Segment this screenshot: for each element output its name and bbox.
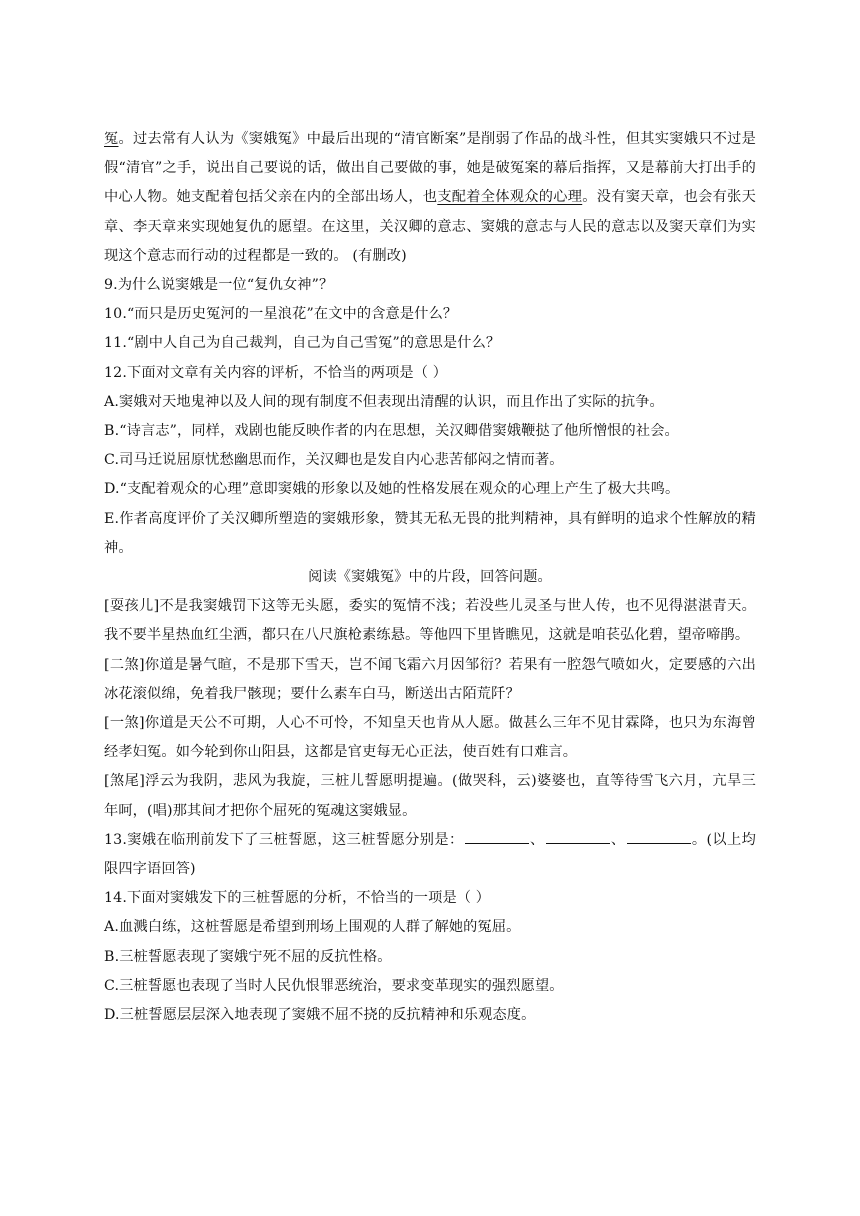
question-9: 9.为什么说窦娥是一位“复仇女神”？	[104, 277, 334, 294]
answer-blank[interactable]	[546, 829, 610, 844]
lyric-paragraph: [耍孩儿]不是我窦娥罚下这等无头愿，委实的冤情不浅；若没些儿灵圣与世人传，也不见得湛湛青天。我不要半星热血红尘洒，都只在八尺旗枪素练悬。等他四下里皆瞧见，这就是咱苌弘化碧，望帝啼鹃。	[104, 598, 756, 644]
lyric-paragraph: [煞尾]浮云为我阴，悲风为我旋，三桩儿誓愿明提遍。(做哭科，云)婆婆也，直等待雪飞六月，亢旱三年呵，(唱)那其间才把你个屈死的冤魂这窦娥显。	[104, 773, 756, 819]
underlined-phrase: 支配着全体观众的心理	[437, 189, 583, 206]
passage-text: 。过去常有人认为《窦娥冤》中最后出现的“清官断案”是削弱了作品的战斗性，但其实窦娥只不过是假“清官”之手，说出自己要说的话，做出自己要做的事，她是破冤案的幕后指挥，又是幕前大打出手的中心人物。她支配着包括父亲在内的全部出场人，也	[104, 131, 756, 206]
option-e: E.作者高度评价了关汉卿所塑造的窦娥形象，赞其无私无畏的批判精神，具有鲜明的追求个性解放的精神。	[104, 510, 756, 556]
lyric-paragraph: [二煞]你道是暑气暄，不是那下雪天，岂不闻飞霜六月因邹衍？若果有一腔怨气喷如火，定要感的六出冰花滚似绵，免着我尸骸现；要什么素车白马，断送出古陌荒阡？	[104, 656, 756, 702]
question-13-stem: 13.窦娥在临刑前发下了三桩誓愿，这三桩誓愿分别是：	[104, 831, 464, 848]
section-heading: 阅读《窦娥冤》中的片段，回答问题。	[308, 569, 552, 586]
document-body	[104, 125, 756, 1030]
question-14: 14.下面对窦娥发下的三桩誓愿的分析，不恰当的一项是（ ）	[104, 890, 491, 907]
question-11: 11.“剧中人自己为自己裁判，自己为自己雪冤”的意思是什么？	[104, 335, 501, 352]
answer-blank[interactable]	[465, 829, 529, 844]
option-c: C.司马迁说屈原忧愁幽思而作，关汉卿也是发自内心悲苦郁闷之情而著。	[104, 452, 564, 469]
option-d: D.“支配着观众的心理”意即窦娥的形象以及她的性格发展在观众的心理上产生了极大共鸣。	[104, 481, 680, 498]
question-13	[104, 826, 756, 884]
answer-blank[interactable]	[627, 829, 691, 844]
question-12: 12.下面对文章有关内容的评析，不恰当的两项是（ ）	[104, 364, 448, 381]
separator: 、	[610, 831, 626, 848]
option-a: A.血溅白练，这桩誓愿是希望到刑场上围观的人群了解她的冤屈。	[104, 919, 521, 936]
option-a: A.窦娥对天地鬼神以及人间的现有制度不但表现出清醒的认识，而且作出了实际的抗争。	[104, 393, 664, 410]
option-d: D.三桩誓愿层层深入地表现了窦娥不屈不挠的反抗精神和乐观态度。	[104, 1007, 536, 1024]
passage-text: 。没有窦天章，也会有张天章、李天章来实现她复仇的愿望。在这里，关汉卿的意志、窦娥的意志与人民的意志以及窦天章们为实现这个意志而行动的过程都是一致的。 (有删改)	[104, 189, 756, 264]
option-b: B.三桩誓愿表现了窦娥宁死不屈的反抗性格。	[104, 948, 392, 965]
passage-paragraph	[104, 125, 756, 271]
question-10: 10.“而只是历史冤河的一星浪花”在文中的含意是什么？	[104, 306, 458, 323]
separator: 、	[529, 831, 545, 848]
question-13-note: 。(以上均限四字语回答)	[104, 831, 757, 878]
underlined-text: 冤	[104, 131, 119, 147]
option-b: B.“诗言志”，同样，戏剧也能反映作者的内在思想，关汉卿借窦娥鞭挞了他所憎恨的社会。	[104, 423, 679, 440]
option-c: C.三桩誓愿也表现了当时人民仇恨罪恶统治，要求变革现实的强烈愿望。	[104, 977, 564, 994]
lyric-paragraph: [一煞]你道是天公不可期，人心不可怜，不知皇天也肯从人愿。做甚么三年不见甘霖降，也只为东海曾经孝妇冤。如今轮到你山阳县，这都是官吏每无心正法，使百姓有口难言。	[104, 715, 756, 761]
